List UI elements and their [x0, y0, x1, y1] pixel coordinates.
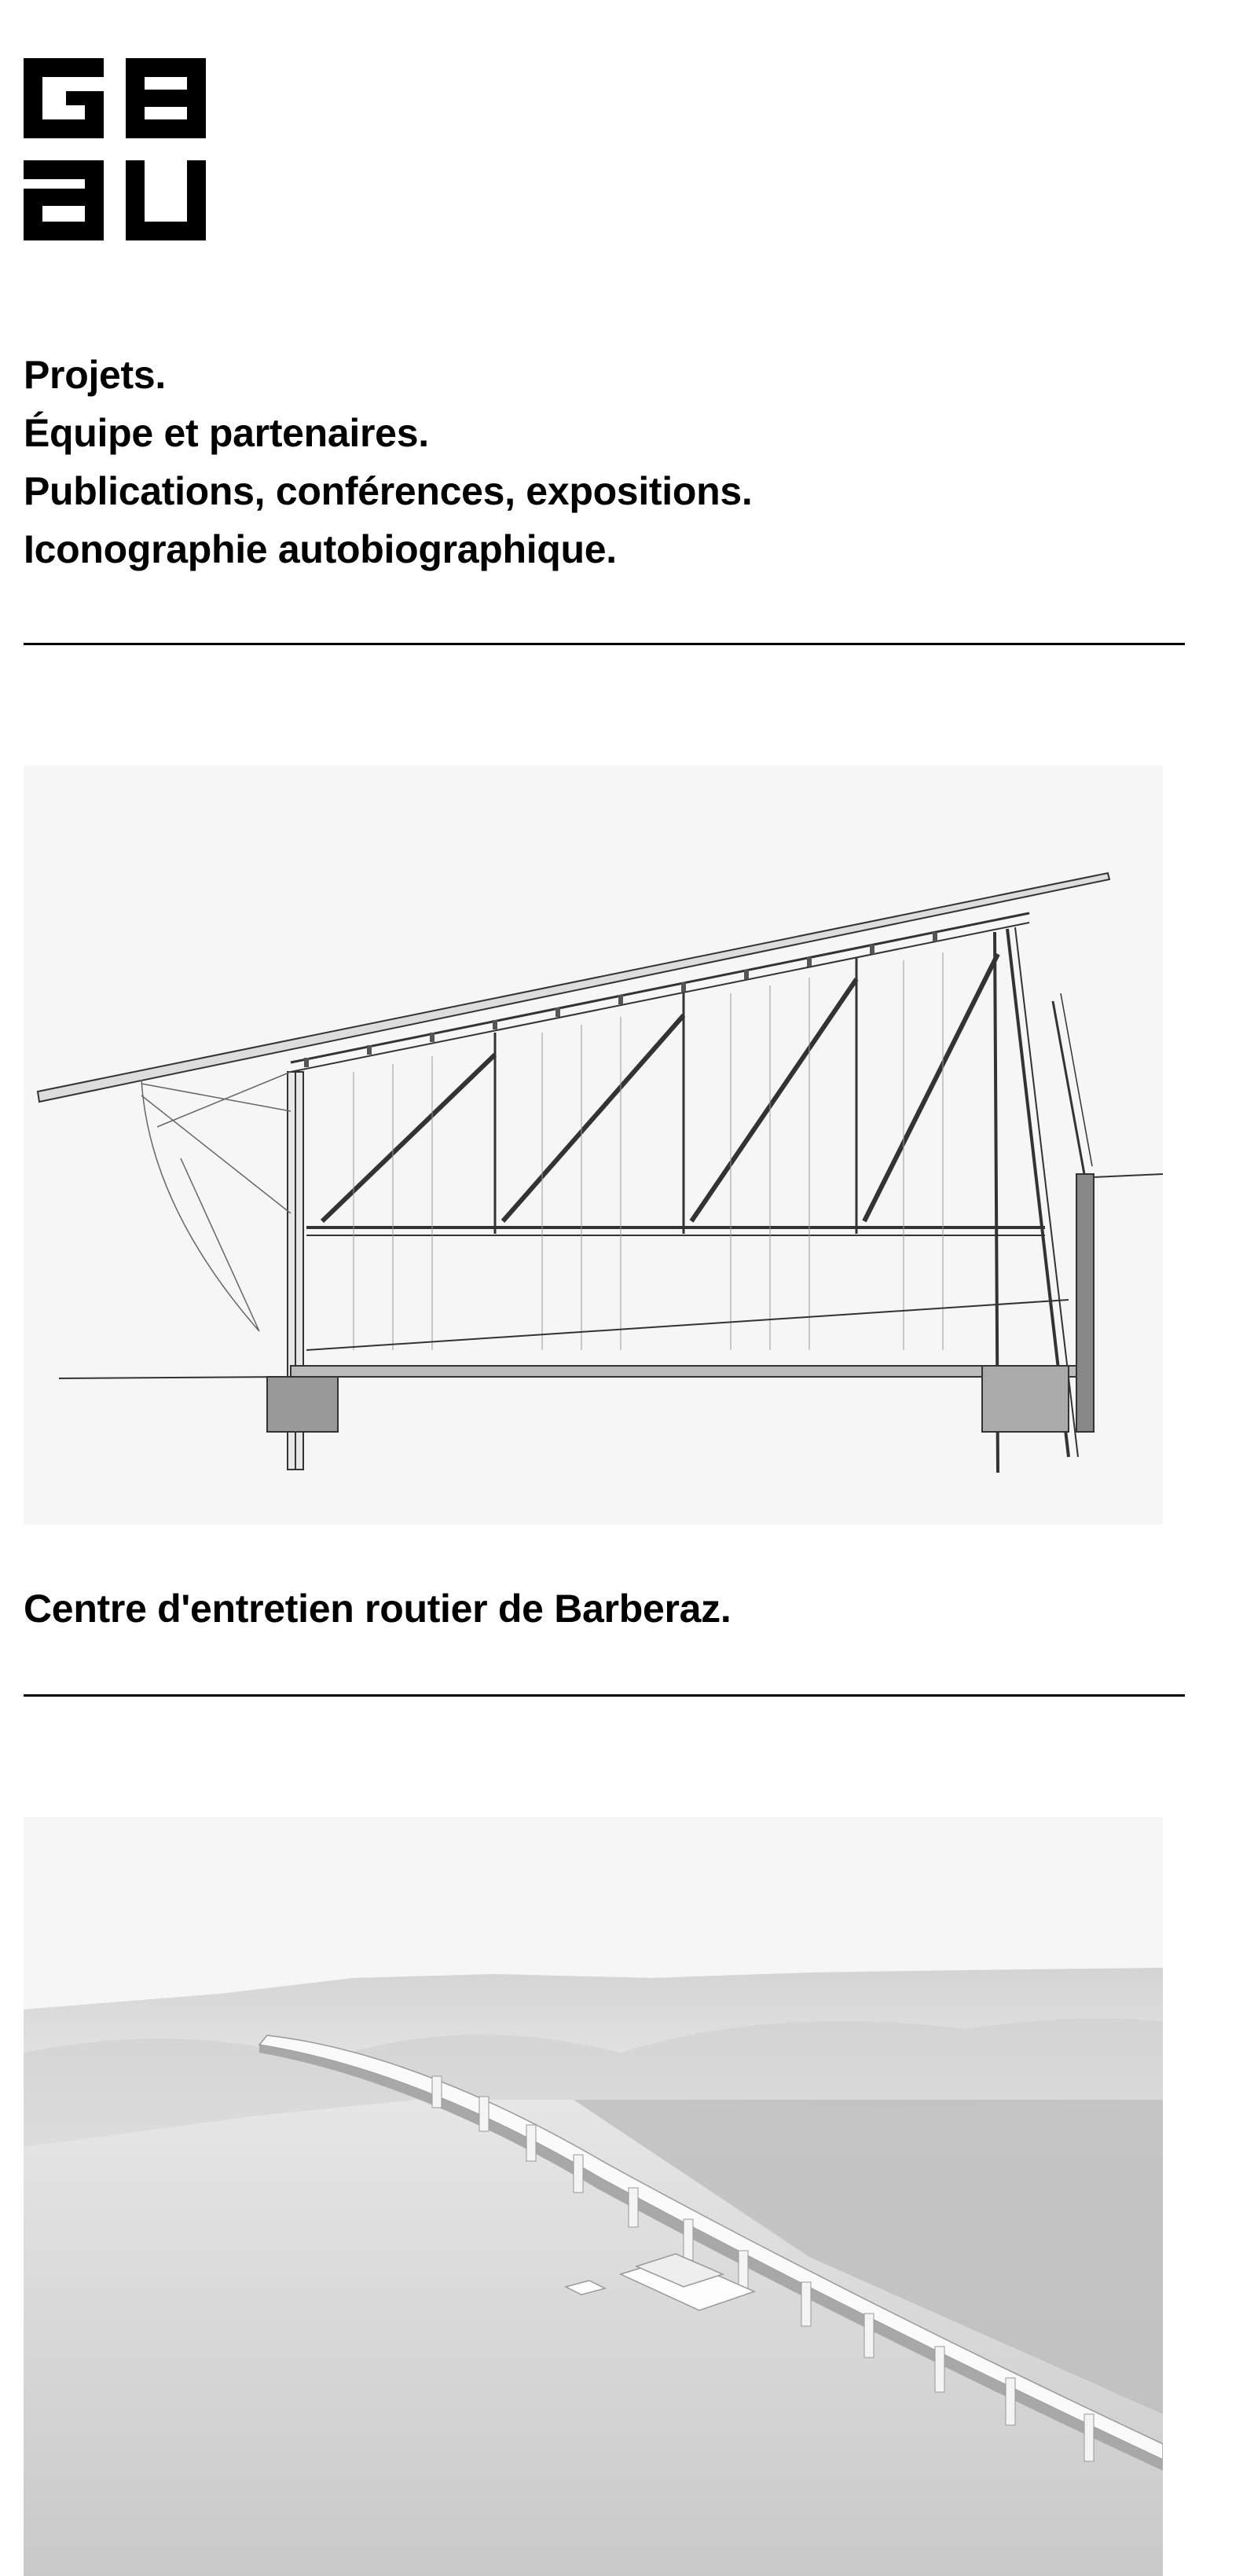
nav-item-iconographie[interactable]: Iconographie autobiographique.: [24, 527, 617, 571]
viaduct-render-image[interactable]: [24, 1817, 1163, 2576]
project-title-barberaz[interactable]: Centre d'entretien routier de Barberaz.: [24, 1587, 732, 1631]
gbau-logo-icon[interactable]: [24, 58, 206, 240]
section-drawing-image[interactable]: [24, 765, 1163, 1525]
main-nav: [24, 346, 752, 578]
nav-item-projets[interactable]: Projets.: [24, 353, 166, 397]
nav-item-publications[interactable]: Publications, conférences, expositions.: [24, 469, 753, 513]
divider: [24, 1694, 1185, 1697]
divider: [24, 643, 1185, 645]
nav-item-equipe[interactable]: Équipe et partenaires.: [24, 411, 429, 455]
